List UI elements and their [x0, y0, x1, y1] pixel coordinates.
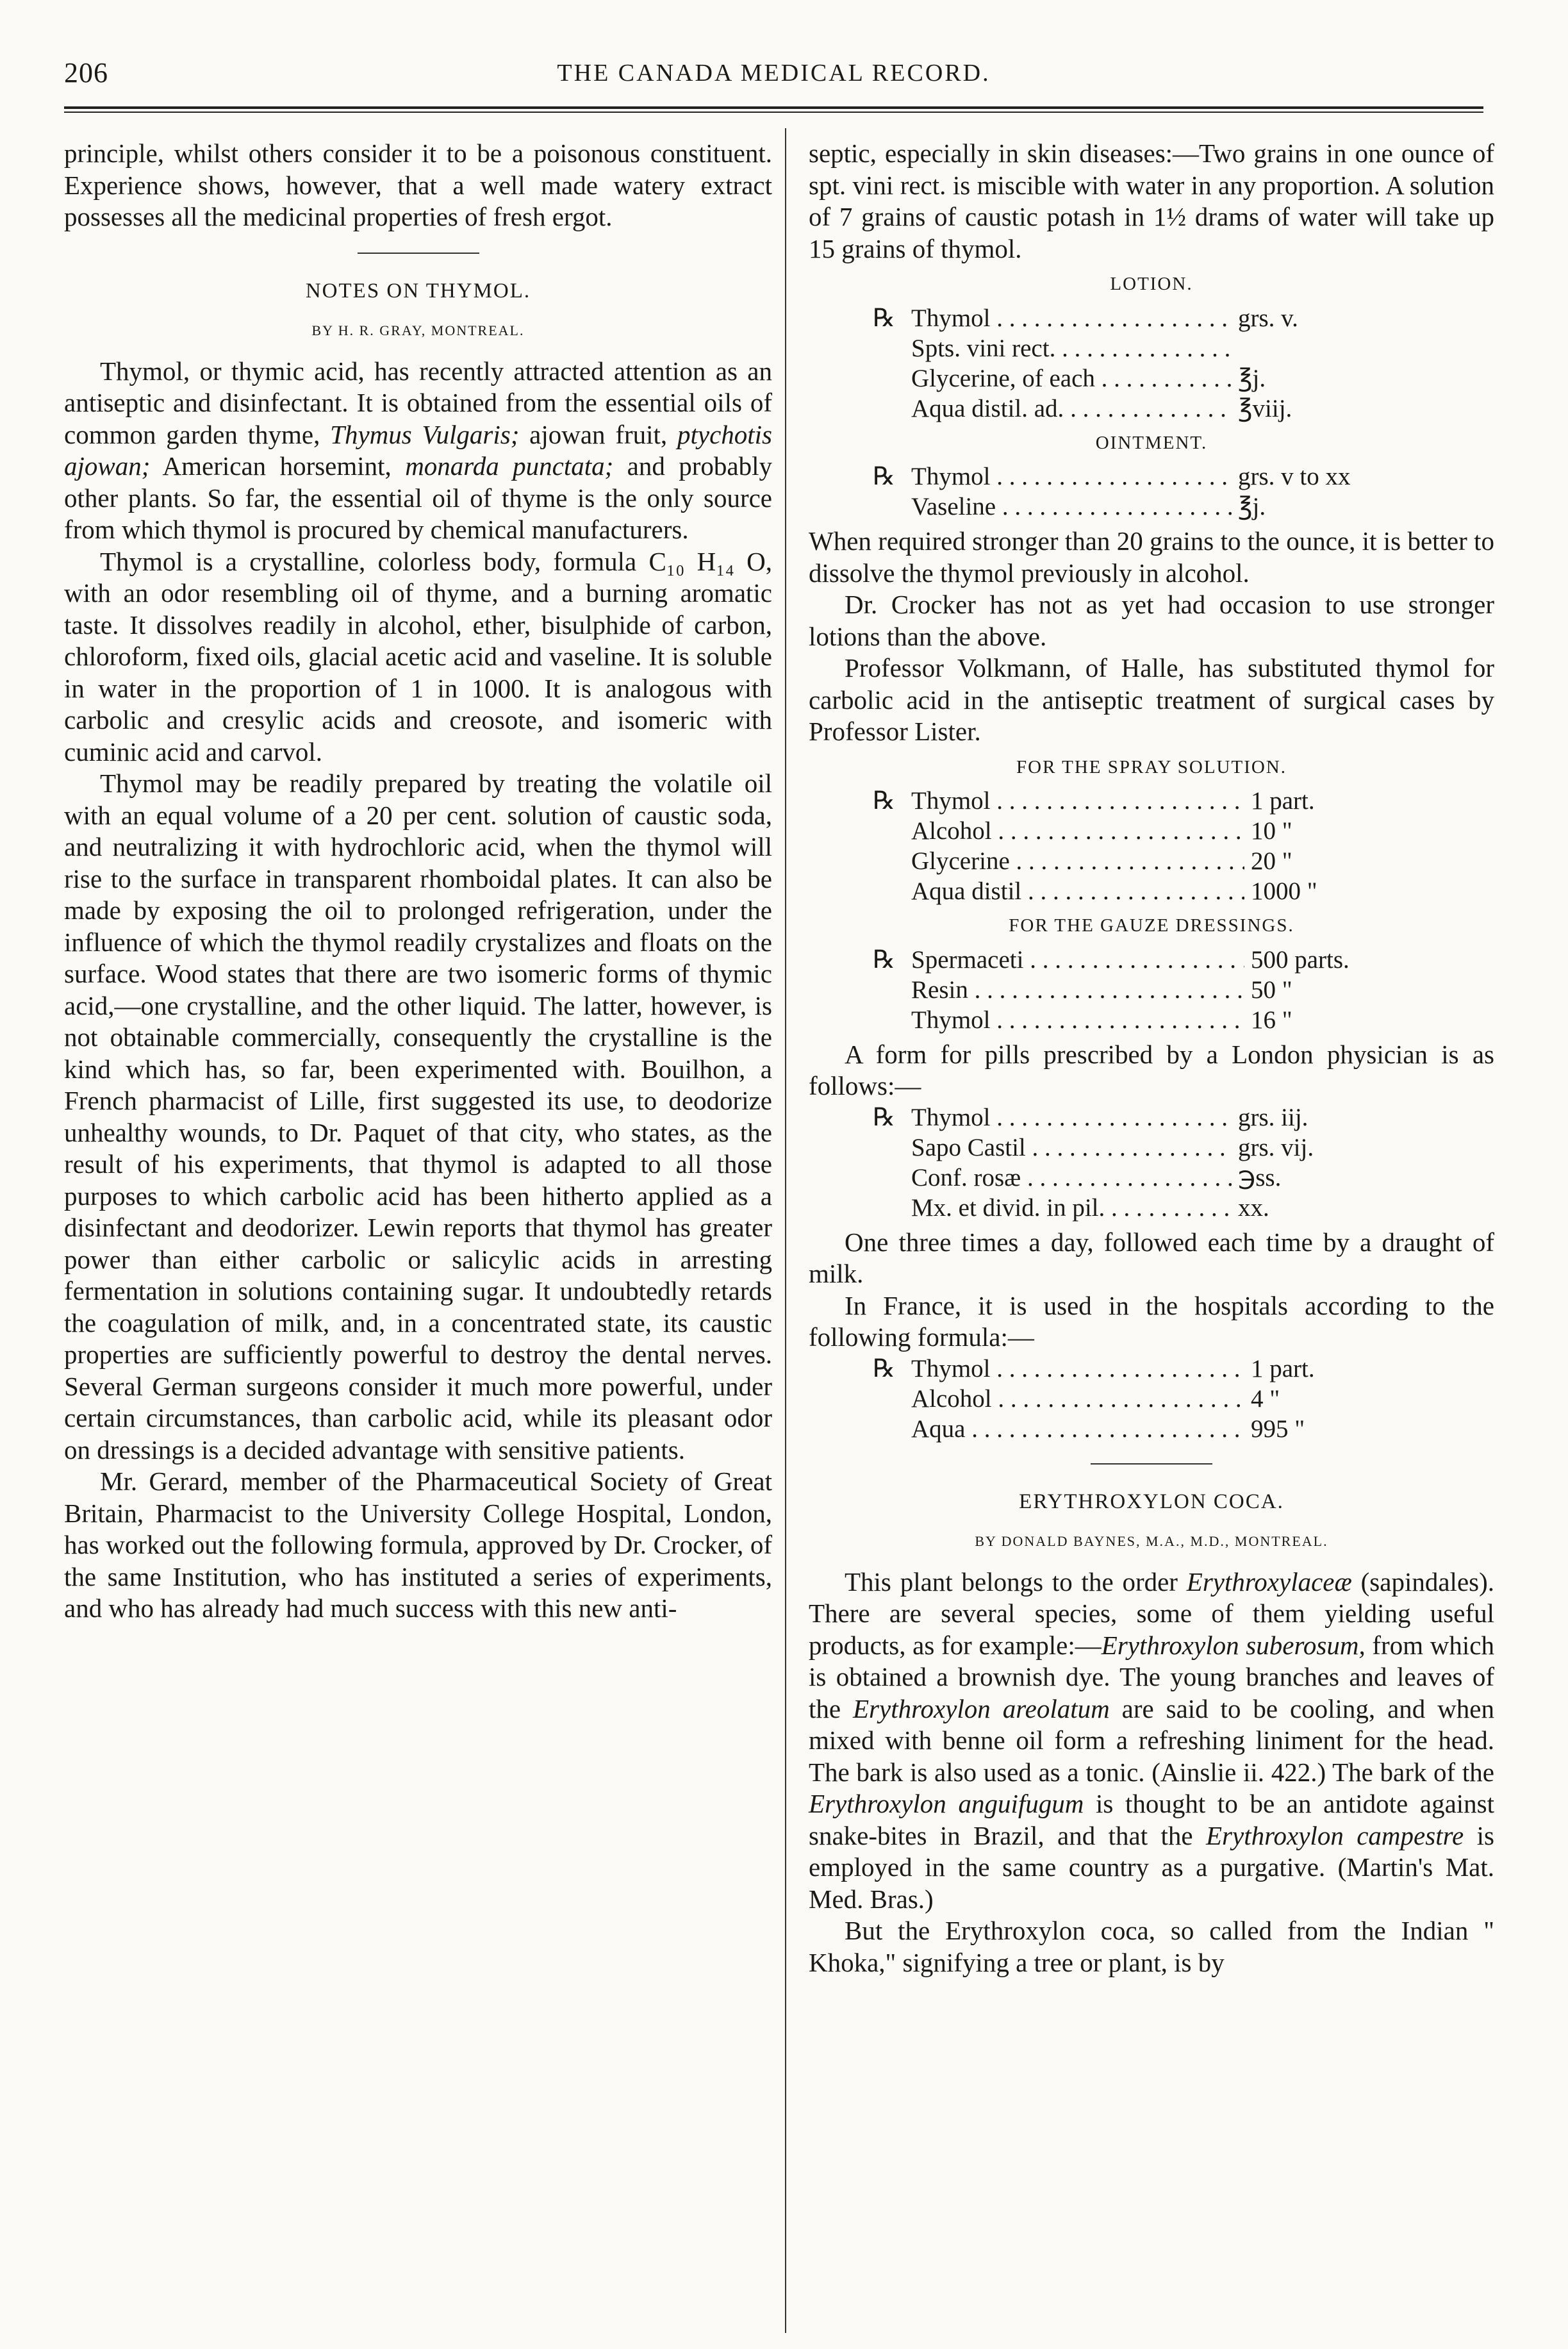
italic-term: Erythroxylon anguifugum: [809, 1789, 1084, 1818]
recipe-symbol: [873, 492, 911, 522]
ingredient-name: Thymol . . .: [911, 1354, 1244, 1384]
paragraph: [809, 1566, 1494, 1916]
left-column: [64, 138, 772, 1625]
ointment-heading: OINTMENT.: [1095, 432, 1208, 453]
ingredient-quantity: 1000 ": [1251, 877, 1317, 905]
ingredient-quantity: ℥viij.: [1238, 394, 1292, 422]
italic-term: Erythroxylon areolatum: [853, 1693, 1110, 1723]
formula-row: [873, 1163, 1494, 1193]
recipe-symbol: [873, 846, 911, 876]
recipe-symbol: [873, 333, 911, 363]
recipe-symbol: ℞: [873, 945, 895, 974]
recipe-symbol: [873, 975, 911, 1005]
paragraph: A form for pills prescribed by a London physician is as follows:—: [809, 1039, 1494, 1100]
text-run: American horsemint,: [150, 451, 406, 481]
paragraph: But the Erythroxylon coca, so called from the Indian " Khoka," signifying a tree or plant, is by: [809, 1916, 1494, 1977]
formula-row: [873, 363, 1494, 394]
lotion-formula: [873, 303, 1494, 424]
spray-formula: [873, 786, 1494, 906]
article-title: NOTES ON THYMOL.: [305, 279, 531, 303]
ingredient-quantity: grs. vij.: [1238, 1133, 1314, 1161]
ingredient-quantity: grs. v to xx: [1238, 463, 1351, 490]
france-formula: [873, 1354, 1494, 1444]
header-rule: [64, 106, 1483, 109]
section-divider: [1091, 1463, 1212, 1465]
ingredient-name: Thymol . . .: [911, 303, 1232, 333]
ingredient-quantity: 16 ": [1251, 1006, 1292, 1034]
spray-heading: FOR THE SPRAY SOLUTION.: [1016, 756, 1287, 777]
recipe-symbol: [873, 876, 911, 906]
formula-row: [873, 816, 1494, 846]
formula-row: [873, 945, 1494, 975]
formula-row: [873, 1354, 1494, 1384]
recipe-symbol: [873, 1414, 911, 1444]
ingredient-name: Aqua distil . . .: [911, 876, 1244, 906]
ingredient-name: Resin . . .: [911, 975, 1244, 1005]
ingredient-quantity: 995 ": [1251, 1415, 1305, 1443]
article-byline: BY DONALD BAYNES, M.A., M.D., MONTREAL.: [975, 1533, 1328, 1549]
ingredient-quantity: [1232, 333, 1360, 363]
recipe-symbol: [873, 1005, 911, 1035]
formula-row: [873, 1193, 1494, 1223]
ingredient-name: Vaseline . . .: [911, 492, 1232, 522]
ingredient-name: Thymol . . .: [911, 461, 1232, 492]
text-run: ajowan fruit,: [519, 419, 677, 449]
ingredient-name: Alcohol . . .: [911, 816, 1244, 846]
ingredient-name: Alcohol . . .: [911, 1384, 1244, 1414]
formula-row: [873, 1133, 1494, 1163]
formula-row: [873, 1005, 1494, 1035]
recipe-symbol: ℞: [873, 304, 895, 332]
pills-formula: [873, 1102, 1494, 1223]
recipe-symbol: ℞: [873, 1103, 895, 1131]
ingredient-quantity: ℥j.: [1238, 493, 1266, 520]
formula-row: [873, 975, 1494, 1005]
ingredient-name: Conf. rosæ . . .: [911, 1163, 1232, 1193]
ingredient-quantity: 500 parts.: [1251, 945, 1349, 974]
right-column: [809, 138, 1494, 1979]
ingredient-name: Aqua distil. ad. . . .: [911, 394, 1232, 424]
ingredient-name: Glycerine . . .: [911, 846, 1244, 876]
article-title: ERYTHROXYLON COCA.: [1019, 1490, 1284, 1513]
recipe-symbol: [873, 1193, 911, 1223]
ingredient-quantity: ℥j.: [1238, 364, 1266, 392]
recipe-symbol: [873, 1384, 911, 1414]
paragraph: In France, it is used in the hospitals according to the following formula:—: [809, 1290, 1494, 1352]
text-run: (sapindales). There are several species, some of them yielding useful products, as for example:—: [809, 1566, 1494, 1660]
paragraph: Dr. Crocker has not as yet had occasion to use stronger lotions than the above.: [809, 590, 1494, 651]
page-header: [64, 56, 1483, 101]
recipe-symbol: [873, 1133, 911, 1163]
lotion-heading: LOTION.: [1110, 274, 1193, 294]
ingredient-name: Glycerine, of each . . .: [911, 363, 1232, 394]
formula-row: [873, 492, 1494, 522]
ingredient-quantity: grs. v.: [1238, 304, 1298, 332]
ingredient-name: Thymol . . .: [911, 786, 1244, 816]
text-run: are said to be cooling, and when mixed with benne oil form a refreshing liniment for the head. The bark is also used as a tonic. (Ainslie ii. 422.) The bark of the: [809, 1693, 1494, 1787]
gauze-formula: [873, 945, 1494, 1035]
text-run: is employed in the same country as a purgative. (Martin's Mat. Med. Bras.): [809, 1820, 1494, 1914]
ingredient-quantity: 4 ": [1251, 1384, 1280, 1413]
italic-term: monarda punctata;: [405, 451, 614, 481]
paragraph: [64, 356, 772, 546]
italic-term: ptychotis ajowan;: [64, 419, 773, 481]
recipe-symbol: ℞: [873, 463, 895, 490]
ingredient-name: Aqua . . .: [911, 1414, 1244, 1444]
formula-row: [873, 1384, 1494, 1414]
ingredient-quantity: ℈ss.: [1238, 1163, 1282, 1191]
ingredient-name: Spts. vini rect. . . .: [911, 333, 1232, 363]
ingredient-quantity: grs. iij.: [1238, 1103, 1308, 1131]
section-divider: [358, 253, 479, 254]
journal-title: THE CANADA MEDICAL RECORD.: [557, 60, 991, 87]
ointment-formula: [873, 461, 1494, 522]
text-run: is thought to be an antidote against snake-bites in Brazil, and that the: [809, 1789, 1495, 1850]
italic-term: Erythroxylaceæ: [1186, 1566, 1352, 1597]
italic-term: Thymus Vulgaris;: [330, 419, 520, 449]
paragraph: Thymol is a crystalline, colorless body, formula C₁₀ H₁₄ O, with an odor resembling oil of thyme, and a burning aromatic taste. It dissolves readily in alcohol, ether, bisulphide of carbon, chloroform, fixed oils, glacial acetic acid and vaseline. It is soluble in water in the proportion of 1 in 1000. It is analogous with carbolic and cresylic acids and creosote, and isomeric with cuminic acid and carvol.: [64, 546, 772, 767]
ingredient-quantity: 1 part.: [1251, 1354, 1315, 1382]
formula-row: [873, 786, 1494, 816]
header-rule-thin: [64, 112, 1483, 113]
ingredient-quantity: 1 part.: [1251, 787, 1315, 815]
ingredient-quantity: 20 ": [1251, 847, 1292, 875]
italic-term: Erythroxylon suberosum,: [1101, 1630, 1366, 1660]
recipe-symbol: [873, 816, 911, 846]
formula-row: [873, 846, 1494, 876]
text-run: Thymol, or thymic acid, has recently attracted attention as an antiseptic and disinfectant. It is obtained from the essential oils of common garden thyme,: [64, 356, 772, 449]
text-run: This plant belongs to the order: [845, 1566, 1187, 1597]
paragraph: One three times a day, followed each time by a draught of milk.: [809, 1227, 1494, 1288]
continued-paragraph: septic, especially in skin diseases:—Two grains in one ounce of spt. vini rect. is miscible with water in any proportion. A solution of 7 grains of caustic potash in 1½ drams of water will take up 15 grains of thymol.: [809, 138, 1494, 263]
recipe-symbol: [873, 363, 911, 394]
ingredient-quantity: 50 ": [1251, 975, 1292, 1004]
ingredient-quantity: 10 ": [1251, 817, 1292, 845]
formula-row: [873, 303, 1494, 333]
recipe-symbol: [873, 1163, 911, 1193]
formula-row: [873, 333, 1494, 363]
paragraph: Professor Volkmann, of Halle, has substituted thymol for carbolic acid in the antiseptic treatment of surgical cases by Professor Lister.: [809, 653, 1494, 746]
italic-term: Erythroxylon campestre: [1206, 1820, 1464, 1850]
gauze-heading: FOR THE GAUZE DRESSINGS.: [1009, 915, 1294, 936]
ingredient-name: Sapo Castil . . .: [911, 1133, 1232, 1163]
page-number: 206: [64, 57, 108, 88]
formula-row: [873, 461, 1494, 492]
recipe-symbol: ℞: [873, 1354, 895, 1382]
formula-row: [873, 1414, 1494, 1444]
recipe-symbol: [873, 394, 911, 424]
ingredient-name: Thymol . . .: [911, 1005, 1244, 1035]
recipe-symbol: ℞: [873, 787, 895, 815]
ingredient-name: Mx. et divid. in pil. . . .: [911, 1193, 1232, 1223]
text-run: and probably other plants. So far, the essential oil of thyme is the only source from which thymol is procured by chemical manufacturers.: [64, 451, 772, 544]
paragraph: When required stronger than 20 grains to the ounce, it is better to dissolve the thymol previously in alcohol.: [809, 526, 1494, 588]
formula-row: [873, 394, 1494, 424]
formula-row: [873, 1102, 1494, 1133]
ingredient-quantity: xx.: [1238, 1193, 1269, 1222]
ingredient-name: Thymol . . .: [911, 1102, 1232, 1133]
formula-row: [873, 876, 1494, 906]
column-divider: [785, 128, 786, 2333]
article-byline: BY H. R. GRAY, MONTREAL.: [311, 322, 525, 338]
paragraph: Mr. Gerard, member of the Pharmaceutical Society of Great Britain, Pharmacist to the University College Hospital, London, has worked out the following formula, approved by Dr. Crocker, of the same Institution, who has instituted a series of experiments, and who has already had much success with this new anti-: [64, 1466, 772, 1623]
text-run: from which is obtained a brownish dye. The young branches and leaves of the: [809, 1630, 1494, 1723]
paragraph: Thymol may be readily prepared by treating the volatile oil with an equal volume of a 20 per cent. solution of caustic soda, and neutralizing it with hydrochloric acid, when the thymol will rise to the surface in transparent rhomboidal plates. It can also be made by exposing the oil to prolonged refrigeration, under the influence of which the thymol readily crystalizes and floats on the surface. Wood states that there are two isomeric forms of thymic acid,—one crystalline, and the other liquid. The latter, however, is not obtainable commercially, consequently the crystalline is the kind which has, so far, been experimented with. Bouilhon, a French pharmacist of Lille, first suggested its use, to deodorize unhealthy wounds, to Dr. Paquet of that city, who states, as the result of his experiments, that thymol is adapted to all those purposes to which carbolic acid has been hitherto applied as a disinfectant and deodorizer. Lewin reports that thymol has greater power than either carbolic or salicylic acids in arresting fermentation in solutions containing sugar. It undoubtedly retards the coagulation of milk, and, in a concentrated state, its caustic properties are sufficiently powerful to destroy the dental nerves. Several German surgeons consider it much more powerful, under certain circumstances, than carbolic acid, while its pleasant odor on dressings is a decided advantage with sensitive patients.: [64, 768, 772, 1465]
ingredient-name: Spermaceti . . .: [911, 945, 1244, 975]
continued-paragraph: principle, whilst others consider it to be a poisonous constituent. Experience shows, however, that a well made watery extract possesses all the medicinal properties of fresh ergot.: [64, 138, 772, 231]
